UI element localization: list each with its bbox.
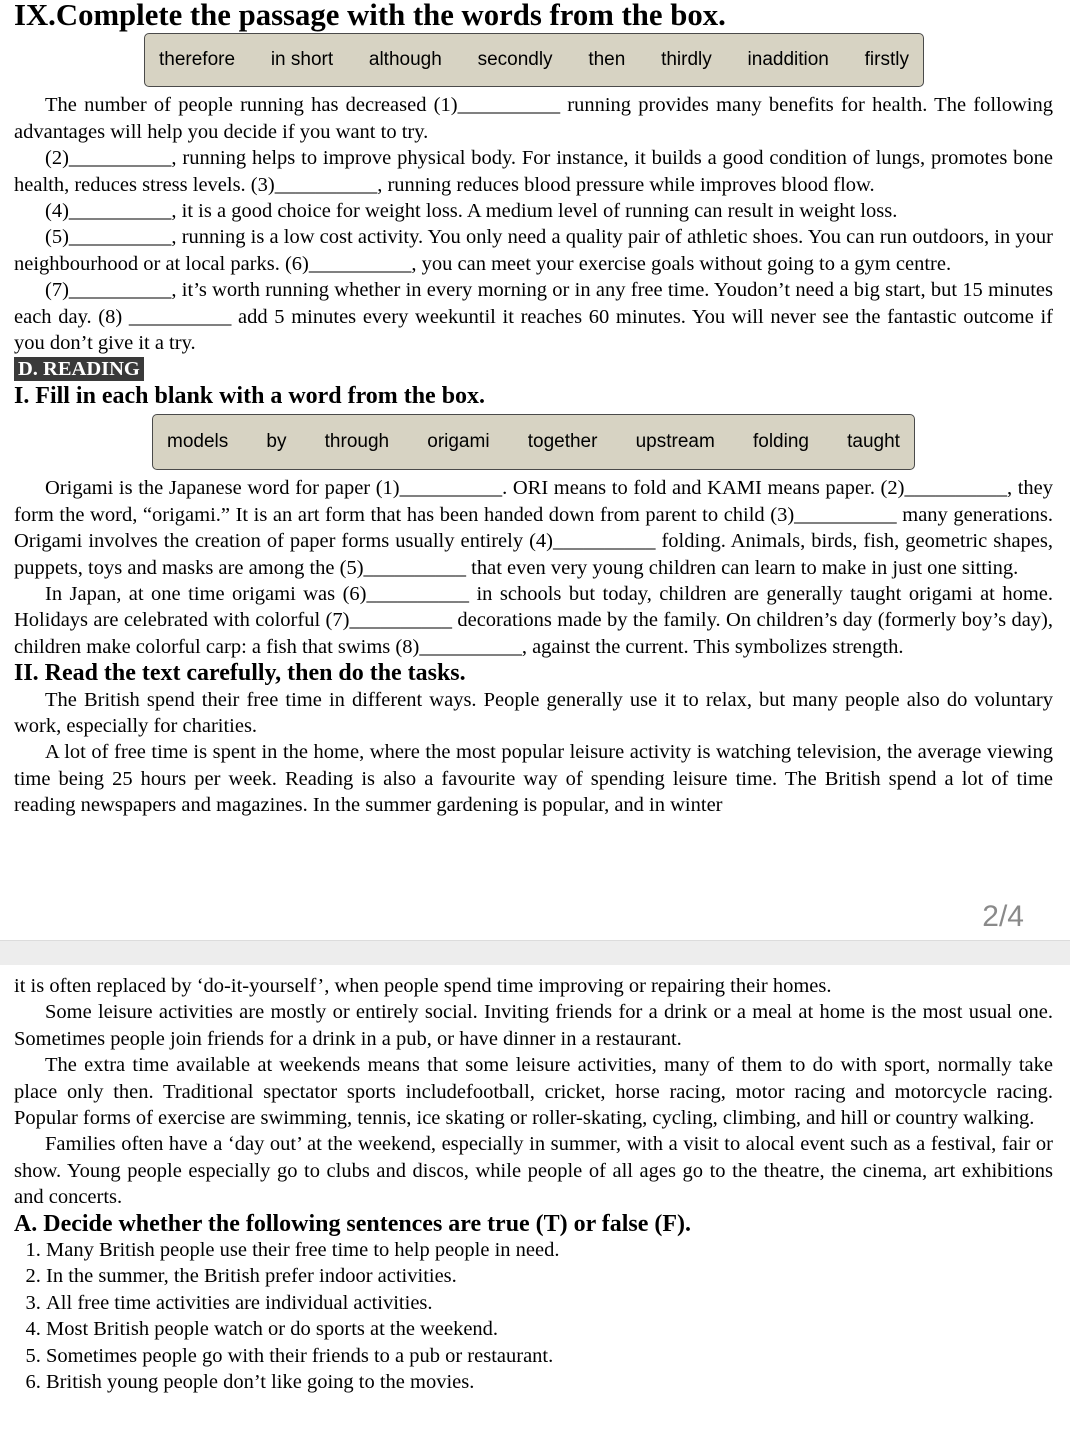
task-a-list <box>14 1237 1053 1395</box>
word-box-item: upstream <box>635 431 715 453</box>
reading-paragraph: Families often have a ‘day out’ at the weekend, especially in summer, with a visit to alocal event such as a festival, fair or show. Young people especially go to clubs and discos, while people of all ages go to the theatre, the cinema, art exhibitions and concerts. <box>14 1133 1053 1209</box>
ex9-paragraph: (7)__________, it’s worth running whether in every morning or in any free time. Youdon’t need a big start, but 15 minutes each day. (8) __________ add 5 minutes every weekuntil it reaches 60 minutes. You will never see the fantastic outcome if you don’t give it a try. <box>14 279 1053 355</box>
word-box-item: although <box>368 49 442 71</box>
word-box-item: through <box>324 431 390 453</box>
list-item: 6. British young people don’t like going to the movies. <box>46 1369 1053 1395</box>
word-box-item: secondly <box>477 49 553 71</box>
reading-word-box <box>152 414 915 470</box>
ex9-title: IX.Complete the passage with the words from the box. <box>14 0 726 32</box>
reading-ex2-paragraph: The British spend their free time in different ways. People generally use it to relax, but many people also do voluntary work, especially for charities. <box>14 688 1053 737</box>
word-box-item: models <box>167 431 229 453</box>
word-box-item: firstly <box>864 49 909 71</box>
reading-ex1-title: I. Fill in each blank with a word from the box. <box>14 382 485 409</box>
reading-ex2-title: II. Read the text carefully, then do the tasks. <box>14 660 466 687</box>
reading-ex1-paragraph: In Japan, at one time origami was (6)__________ in schools but today, children are generally taught origami at home. Holidays are celebrated with colorful (7)__________ decorations made by the family. On children’s day (formerly boy’s day), children make colorful carp: a fish that swims (8)__________, against the current. This symbolizes strength. <box>14 582 1053 658</box>
word-box-item: folding <box>752 431 809 453</box>
list-item: 2. In the summer, the British prefer indoor activities. <box>46 1263 1053 1289</box>
word-box-item: inaddition <box>747 49 829 71</box>
ex9-paragraph: (4)__________, it is a good choice for weight loss. A medium level of running can result in weight loss. <box>45 200 898 223</box>
word-box-item: in short <box>270 49 334 71</box>
reading-paragraph: The extra time available at weekends means that some leisure activities, many of them to do with sport, normally take place only then. Traditional spectator sports includefootball, cricket, horse racing, motor racing and motorcycle racing. Popular forms of exercise are swimming, tennis, ice skating or roller-skating, cycling, climbing, and hill or country walking. <box>14 1054 1053 1130</box>
task-a-title: A. Decide whether the following sentences are true (T) or false (F). <box>14 1210 691 1237</box>
list-item: 5. Sometimes people go with their friends to a pub or restaurant. <box>46 1343 1053 1369</box>
word-box-item: together <box>527 431 598 453</box>
reading-ex2-paragraph: A lot of free time is spent in the home, where the most popular leisure activity is watching television, the average viewing time being 25 hours per week. Reading is also a favourite way of spending leisure time. The British spend a lot of time reading newspapers and magazines. In the summer gardening is popular, and in winter <box>14 741 1053 817</box>
reading-heading: D. READING <box>14 357 144 381</box>
page-separator <box>0 940 1070 965</box>
word-box-item: taught <box>847 431 900 453</box>
ex9-paragraph: (5)__________, running is a low cost activity. You only need a quality pair of athletic shoes. You can run outdoors, in your neighbourhood or at local parks. (6)__________, you can meet your exercise goals without going to a gym centre. <box>14 226 1053 275</box>
reading-paragraph: Some leisure activities are mostly or entirely social. Inviting friends for a drink or a meal at home is the most usual one. Sometimes people join friends for a drink in a pub, or have dinner in a restaurant. <box>14 1001 1053 1050</box>
page-number: 2/4 <box>982 900 1024 933</box>
page-2-top <box>14 2 1053 819</box>
list-item: 4. Most British people watch or do sports at the weekend. <box>46 1316 1053 1342</box>
reading-paragraph: it is often replaced by ‘do-it-yourself’, when people spend time improving or repairing their homes. <box>14 975 832 997</box>
list-item: 3. All free time activities are individual activities. <box>46 1290 1053 1316</box>
page-3-top <box>14 973 1053 1396</box>
ex9-paragraph: (2)__________, running helps to improve physical body. For instance, it builds a good condition of lungs, promotes bone health, reduces stress levels. (3)__________, running reduces blood pressure while improves blood flow. <box>14 147 1053 196</box>
word-box-item: then <box>588 49 626 71</box>
word-box-item: by <box>266 431 287 453</box>
ex9-word-box <box>144 33 924 87</box>
reading-ex1-paragraph: Origami is the Japanese word for paper (1)__________. ORI means to fold and KAMI means paper. (2)__________, they form the word, “origami.” It is an art form that has been handed down from parent to child (3)__________ many generations. Origami involves the creation of paper forms usually entirely (4)__________ folding. Animals, birds, fish, geometric shapes, puppets, toys and masks are among the (5)__________ that even very young children can learn to make in just one sitting. <box>14 477 1053 579</box>
word-box-item: therefore <box>159 49 236 71</box>
word-box-item: thirdly <box>661 49 712 71</box>
ex9-paragraph: The number of people running has decreased (1)__________ running provides many benefits for health. The following advantages will help you decide if you want to try. <box>14 94 1053 143</box>
list-item: 1. Many British people use their free time to help people in need. <box>46 1237 1053 1263</box>
word-box-item: origami <box>427 431 490 453</box>
